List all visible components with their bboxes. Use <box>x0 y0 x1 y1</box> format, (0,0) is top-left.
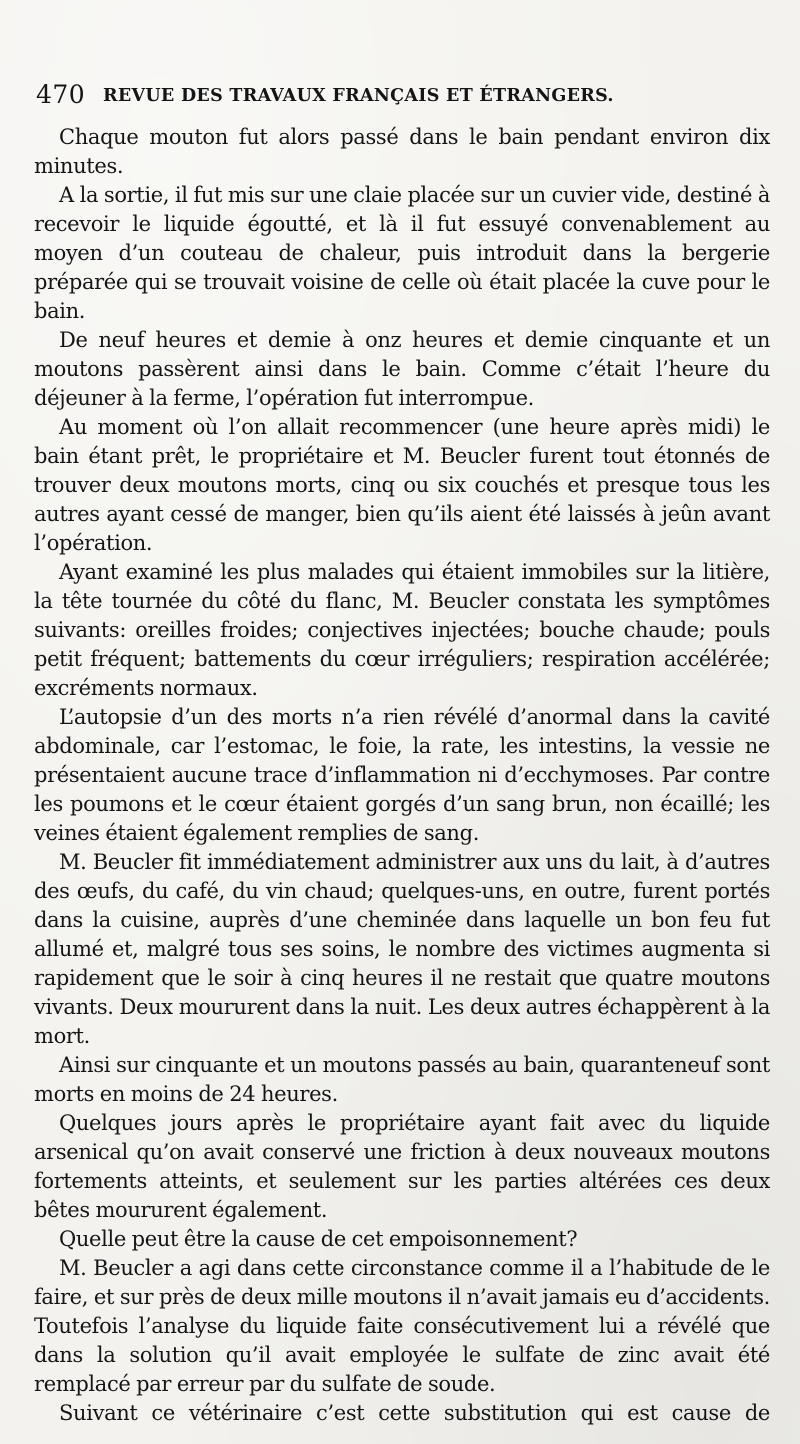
paragraph: Quelle peut être la cause de cet empoisonnement? <box>59 1227 578 1251</box>
paragraph: Au moment où l’on allait recommencer (une heure après midi) le bain étant prêt, le propriétaire et M. Beucler furent tout étonnés de trouver deux moutons morts, cinq ou six couchés et presque tous les autres ayant cessé de manger, bien qu’ils aient été laissés à jeûn avant l’opération. <box>34 415 770 555</box>
paragraph: M. Beucler a agi dans cette circonstance comme il a l’habitude de le faire, et sur près de deux mille moutons il n’avait jamais eu d’accidents. Toutefois l’analyse du liquide faite consécutivement lui a révélé que dans la solution qu’il avait employée le sulfate de zinc avait été remplacé par erreur par du sulfate de soude. <box>34 1256 770 1396</box>
paragraph: M. Beucler fit immédiatement administrer aux uns du lait, à d’autres des œufs, du café, du vin chaud; quelques-uns, en outre, furent portés dans la cuisine, auprès d’une cheminée dans laquelle un bon feu fut allumé et, malgré tous ses soins, le nombre des victimes augmenta si rapidement que le soir à cinq heures il ne restait que quatre moutons vivants. Deux moururent dans la nuit. Les deux autres échappèrent à la mort. <box>34 850 770 1048</box>
body-text <box>34 123 770 1428</box>
paragraph: Ainsi sur cinquante et un moutons passés au bain, quaranteneuf sont morts en moins de 24 heures. <box>34 1053 770 1106</box>
paragraph: Chaque mouton fut alors passé dans le bain pendant environ dix minutes. <box>34 125 770 178</box>
paragraph: Ayant examiné les plus malades qui étaient immobiles sur la litière, la tête tournée du côté du flanc, M. Beucler constata les symptômes suivants: oreilles froides; conjectives injectées; bouche chaude; pouls petit fréquent; battements du cœur irréguliers; respiration accélérée; excréments normaux. <box>34 560 770 700</box>
running-title: REVUE DES TRAVAUX FRANÇAIS ET ÉTRANGERS. <box>103 86 614 106</box>
paragraph: Suivant ce vétérinaire c’est cette substitution qui est cause de <box>59 1401 770 1425</box>
paragraph: De neuf heures et demie à onz heures et demie cinquante et un moutons passèrent ainsi dans le bain. Comme c’était l’heure du déjeuner à la ferme, l’opération fut interrompue. <box>34 328 770 410</box>
page-number: 470 <box>36 80 86 109</box>
paragraph: L’autopsie d’un des morts n’a rien révélé d’anormal dans la cavité abdominale, car l’estomac, le foie, la rate, les intestins, la vessie ne présentaient aucune trace d’inflammation ni d’ecchymoses. Par contre les poumons et le cœur étaient gorgés d’un sang brun, non écaillé; les veines étaient également remplies de sang. <box>34 705 770 845</box>
page-header <box>36 80 760 112</box>
paragraph: Quelques jours après le propriétaire ayant fait avec du liquide arsenical qu’on avait conservé une friction à deux nouveaux moutons fortements atteints, et seulement sur les parties altérées ces deux bêtes moururent également. <box>34 1111 770 1222</box>
paragraph: A la sortie, il fut mis sur une claie placée sur un cuvier vide, destiné à recevoir le liquide égoutté, et là il fut essuyé convenablement au moyen d’un couteau de chaleur, puis introduit dans la bergerie préparée qui se trouvait voisine de celle où était placée la cuve pour le bain. <box>34 183 770 323</box>
